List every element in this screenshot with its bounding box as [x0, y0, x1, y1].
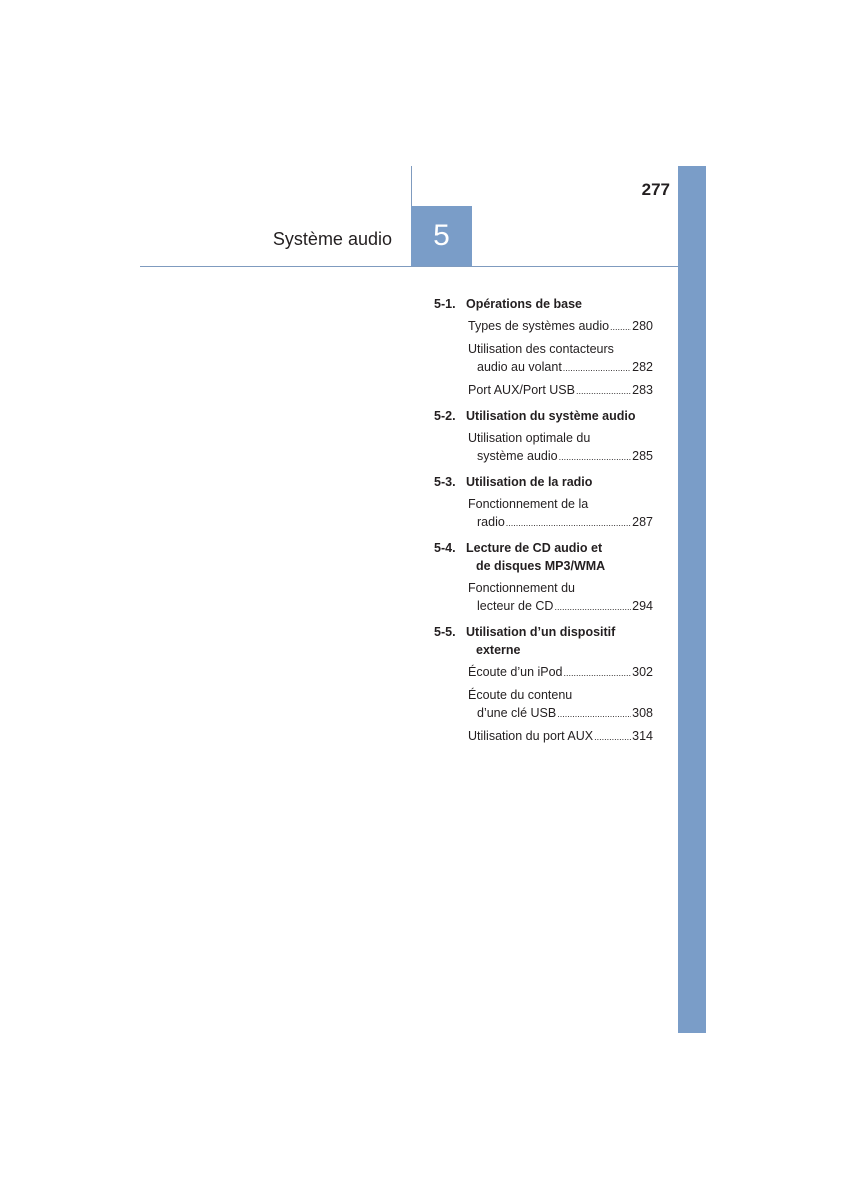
toc-entry-text: d’une clé USB: [477, 706, 557, 720]
toc-section-title: [466, 539, 653, 575]
toc-section-number: 5-1.: [434, 297, 456, 311]
toc-entry[interactable]: [468, 340, 653, 377]
toc-section-title-line: Opérations de base: [466, 297, 583, 311]
toc-entry[interactable]: [468, 579, 653, 616]
toc-entry-leader-dots: [557, 705, 631, 723]
toc-entry-text-line: Utilisation des contacteurs: [468, 342, 614, 356]
toc-entry-page-number: 308: [632, 706, 653, 720]
toc-entry-page-number: 283: [632, 383, 653, 397]
toc-section-title-line: Lecture de CD audio et: [466, 541, 603, 555]
toc-section-heading: [434, 623, 653, 659]
toc-entry-page-number: 280: [632, 319, 653, 333]
toc-section-number: 5-3.: [434, 475, 456, 489]
toc-entry-text: Types de systèmes audio: [468, 319, 610, 333]
header-horizontal-rule: [140, 266, 678, 267]
toc-entry-leader-dots: [564, 664, 632, 682]
toc-section-heading: [434, 407, 653, 425]
toc-section-heading: [434, 473, 653, 491]
toc-section-title-line: externe: [476, 643, 521, 657]
toc-entry-page-number: 294: [632, 599, 653, 613]
toc-entry-leader-dots: [506, 514, 631, 532]
toc-entry-leader-dots: [610, 318, 631, 336]
toc-section-title: [466, 473, 653, 491]
section-title: Système audio: [272, 229, 392, 249]
toc-entry-row: [468, 358, 653, 377]
toc-entry[interactable]: [468, 686, 653, 723]
toc-entry-leader-dots: [576, 382, 631, 400]
toc-entry-leader-dots: [594, 728, 631, 746]
toc-entry-leader-dots: [559, 448, 632, 466]
toc-entry-row: [468, 381, 653, 400]
toc-section-title: [466, 407, 653, 425]
page-number: 277: [641, 180, 670, 199]
toc-section-number: 5-4.: [434, 541, 456, 555]
toc-section-title-line: Utilisation d’un dispositif: [466, 625, 616, 639]
toc-entry-text-line: Fonctionnement du: [468, 581, 576, 595]
toc-entry-text-line: Utilisation optimale du: [468, 431, 591, 445]
toc-entry-text: Utilisation du port AUX: [468, 729, 594, 743]
toc-entry[interactable]: [468, 495, 653, 532]
toc-entry-page-number: 285: [632, 449, 653, 463]
toc-section-title: [466, 295, 653, 313]
toc-entry-page-number: 282: [632, 360, 653, 374]
toc-entry-row: [468, 597, 653, 616]
toc-section-heading: [434, 539, 653, 575]
chapter-number-box: 5: [411, 206, 472, 266]
toc-entry-page-number: 314: [632, 729, 653, 743]
toc-entry-page-number: 302: [632, 665, 653, 679]
toc-entry-row: [468, 663, 653, 682]
toc-entry-row: [468, 317, 653, 336]
chapter-thumb-tab: [678, 166, 706, 1033]
toc-entry-text-line: Écoute du contenu: [468, 688, 573, 702]
toc-section-number: 5-2.: [434, 409, 456, 423]
toc-entry-text-line: Fonctionnement de la: [468, 497, 589, 511]
toc-section-title-line: Utilisation du système audio: [466, 409, 636, 423]
toc-entry-text: système audio: [477, 449, 558, 463]
toc-entry[interactable]: [468, 429, 653, 466]
table-of-contents: [434, 295, 653, 746]
toc-entry-row: [468, 704, 653, 723]
toc-entry[interactable]: [468, 317, 653, 336]
toc-entry-leader-dots: [554, 598, 631, 616]
toc-entry-text: Port AUX/Port USB: [468, 383, 575, 397]
toc-section-number: 5-5.: [434, 625, 456, 639]
toc-entry-row: [468, 513, 653, 532]
toc-entry-row: [468, 727, 653, 746]
toc-entry-text: audio au volant: [477, 360, 562, 374]
toc-section-heading: [434, 295, 653, 313]
toc-entry-page-number: 287: [632, 515, 653, 529]
toc-entry-text: Écoute d’un iPod: [468, 665, 563, 679]
toc-entry[interactable]: [468, 663, 653, 682]
toc-entry[interactable]: [468, 381, 653, 400]
toc-entry[interactable]: [468, 727, 653, 746]
toc-entry-leader-dots: [563, 359, 631, 377]
toc-section-title-line: Utilisation de la radio: [466, 475, 593, 489]
toc-entry-text: lecteur de CD: [477, 599, 554, 613]
toc-entry-text: radio: [477, 515, 505, 529]
toc-section-title-line: de disques MP3/WMA: [476, 559, 606, 573]
toc-entry-row: [468, 447, 653, 466]
toc-section-title: [466, 623, 653, 659]
